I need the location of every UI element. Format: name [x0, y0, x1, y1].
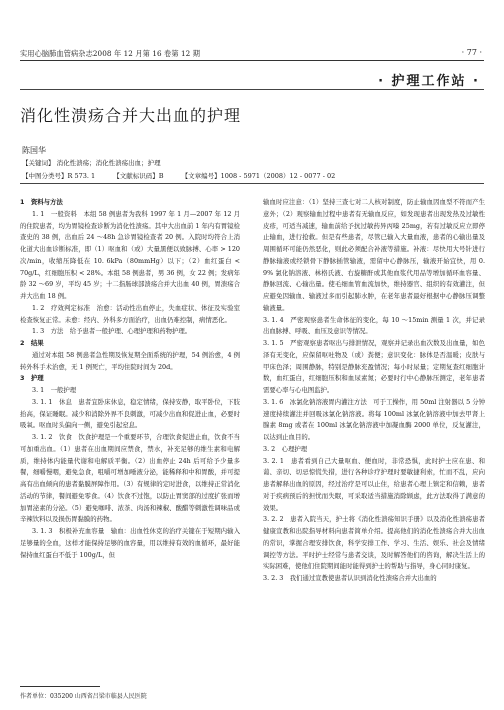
keywords: 【关键词】 消化性溃疡；消化性溃疡出血；护理 — [22, 159, 161, 167]
paragraph: 通过对本组 58 例患者急性期及恢复期全面系统的护理，54 例治愈，4 例转外科手术治愈，无 1 例死亡，平均住院时间为 20d。 — [20, 350, 240, 371]
section-label: · 护理工作站 · — [378, 74, 480, 89]
paragraph: 1. 1 一般资料 本组 58 例患者为我科 1997 年 1 月—2007 年 12 月的住院患者，均为胃镜检查诊断为消化性溃疡。其中大出血前 1 年内有胃镜检查史的 38 例，出血后 24 ～48h 急诊胃镜检查者 20 例。入院时均符合上消化道大出血诊断标准，即（1）呕血和（或）大量黑便以致脉搏、心率 > 120 次/min，收缩压降低在 10. 6kPa（80mmHg）以下；（2）血红蛋白 < 70g/L，红细胞压积 < 28%。本组 58 例患者，男 36 例，女 22 例；发病年龄 32 ～69 岁，平均 45 岁；十二指肠球部溃疡合并大出血 40 例，胃溃疡合并大出血 18 例。 — [20, 209, 240, 300]
paragraph: 输血时应注意：（1）坚持三查七对二人核对制度，防止输血因血型不符而产生意外；（2）观察输血过程中患者有无输血反应，如发现患者出现发热及过敏性皮疹，可适当减速，输血前给予抗过敏药异丙嗪 25mg，若有过敏反应立即停止输血，进行抢救。但是有些患者，尽管已输入大量血液，患者的心输出量及周围循环可能仍然恶化，则此必须配合补液等措施。补液：尽快用大号针进行静脉输液或经锁骨下静脉插管输液，需留中心静脉压，输液开始宜快，用 0. 9% 氯化钠溶液、林格氏液、右旋糖酐或其他血浆代用品等增加循环血容量、静脉回流、心输出量。使毛细血管血流加快，维持器官、组织的有效灌注，但应避免因输血、输液过多而引起肺水肿，在老年患者最好根据中心静脉压调整输液量。 — [263, 198, 485, 312]
page-number: · 77 · — [461, 48, 482, 57]
section-heading: 2 结果 — [20, 339, 44, 347]
paragraph: 3. 1. 3 积极补充血容量 输血：出血性休克的治疗关键在于短期内输入足够量的全血，这样才能保持足够的血容量，用以维持有效的血循环，最好能保持血红蛋白不低于 100g/L，但 — [20, 527, 240, 559]
paragraph: 3. 2. 1 患者看到自己大量呕血、便血时，非常恐惧，此时护士应在患、和蔼、亲切、切忌惊慌失措，进行各种诊疗护理时要敏捷利索，忙而不乱，应向患者解释出血的原因，经过治疗是可以止住，给患者心理上镇定和信赖，患者对于疾病预后的担忧而失眠，可采取适当措施消除顾虑，此方法取得了满意的效果。 — [263, 456, 485, 512]
right-column — [263, 197, 485, 585]
article-number: 【文章编号】1008 - 5971（2008）12 - 0077 - 02 — [181, 172, 336, 180]
paragraph: 3. 1. 6 冰氯化钠溶液胃内灌注方法 可于工操作，用 50ml 注射器以 5 分钟速度持续灌注并回吸冰氯化钠溶液。将每 100ml 冰氯化钠溶液中加去甲肾上腺素 8mg 或者在 100ml 冰氯化钠溶液中加凝血酶 2000 单位，反复灌注，以达到止血目的。 — [263, 397, 485, 441]
paragraph: 3. 2 心理护理 — [263, 444, 308, 453]
paragraph: 3. 1. 5 严密观察患者呕出与排泄情况，观察并记录出血次数及出血量，如色泽有无变化，应保留呕吐物及（或）粪便；意识变化：脉体是否温暖；皮肤与甲床色泽；周围静脉，特别是静脉充盈情况；每小时尿量；定期复查红细胞计数，血红蛋白，红细胞压积和血尿素氮；必要时行中心静脉压测定，老年患者需要心率与心电图监护。 — [263, 339, 485, 394]
article-title: 消化性溃疡合并大出血的护理 — [20, 106, 242, 125]
paragraph: 3. 1 一般护理 — [32, 386, 77, 394]
left-column — [20, 197, 240, 561]
clc-code: 【中图分类号】R 573. 1 — [22, 172, 96, 180]
paragraph: 3. 1. 1 休息 患者宜卧床休息，稳定情绪，保持安静，取平卧位，下肢抬高，保证睡眠。减少和消除外界不良刺激，可减少出血和促进止血，必要时吸氧。呕血时头偏向一侧，避免引起窒息。 — [20, 397, 240, 430]
section-heading: 1 资料与方法 — [20, 198, 63, 206]
paragraph: 3. 1. 4 严密观察患者生命体征的变化，每 10 ～15min 测量 1 次，并记录出血脉搏、呼吸、血压及意识等情况。 — [263, 315, 485, 336]
paragraph: 3. 1. 2 饮食 饮食护理是一个重要环节，合理饮食促进止血，饮食不当可加重出血。（1）患者在出血期间应禁食，禁水，补充足够的维生素和电解质，维持体内能量代谢和电解质平衡。（2）出血停止 24h 后可给予少量多餐，细嚼慢咽，避免急食，咀嚼可增加唾液分泌，能稀释和中和胃酸，并可提高有出血倾向的患者黏膜屏障作用。（3）有规律的定时进食，以维持正常消化活动的节律，餐间避免零食。（4）饮食不过饱，以防止胃窦部的过度扩张而增加胃泌素的分泌。（5）避免咖啡、浓茶、肉汤和辣椒、酸醋等刺激性调味品或辛辣饮料以及损伤胃黏膜的药物。 — [20, 433, 240, 524]
document-code: 【文献标识码】B — [113, 172, 164, 180]
meta-rule — [20, 183, 484, 184]
paragraph: 3. 2. 3 我们通过宣教使患者认识到消化性溃疡合并大出血的 — [263, 574, 437, 582]
author: 陈国华 — [22, 146, 46, 155]
header-rule — [20, 60, 484, 61]
paragraph: 3. 2. 2 患者入院当天，护士将《消化性溃疡知识手册》以及消化性溃疡患者健康宣教和出院指导材料向患者简单介绍。提高他们的消化性溃疡合并大出血的常识，掌握合理安排饮食，科学安排工作、学习、生活、娱乐、社会及情绪调控等方法。平时护士经常与患者交谈，及时解答他们的咨询，解决生活上的实际困难，使他们住院期间能时能得到护士的帮助与指导，身心同时康复。 — [263, 515, 485, 571]
section-rule — [20, 89, 484, 90]
footnote-rule — [20, 686, 100, 687]
classification-line — [22, 171, 351, 180]
section-heading: 3 护理 — [20, 374, 44, 383]
paragraph: 1. 3 方法 给予患者一般护理、心理护理和药物护理。 — [32, 327, 192, 336]
paragraph: 1. 2 疗效判定标准 治愈：活动性出血停止，失血症状、体征及实验室检查恢复正常。未愈：经内、外科多方面治疗，出血仍难控制，病情恶化。 — [20, 303, 240, 324]
author-affiliation: 作者单位：035200 山西省吕梁市临县人民医院 — [20, 693, 147, 700]
journal-header: 实用心脑肺血管病杂志2008 年 12 月第 16 卷第 12 期 — [20, 49, 201, 58]
